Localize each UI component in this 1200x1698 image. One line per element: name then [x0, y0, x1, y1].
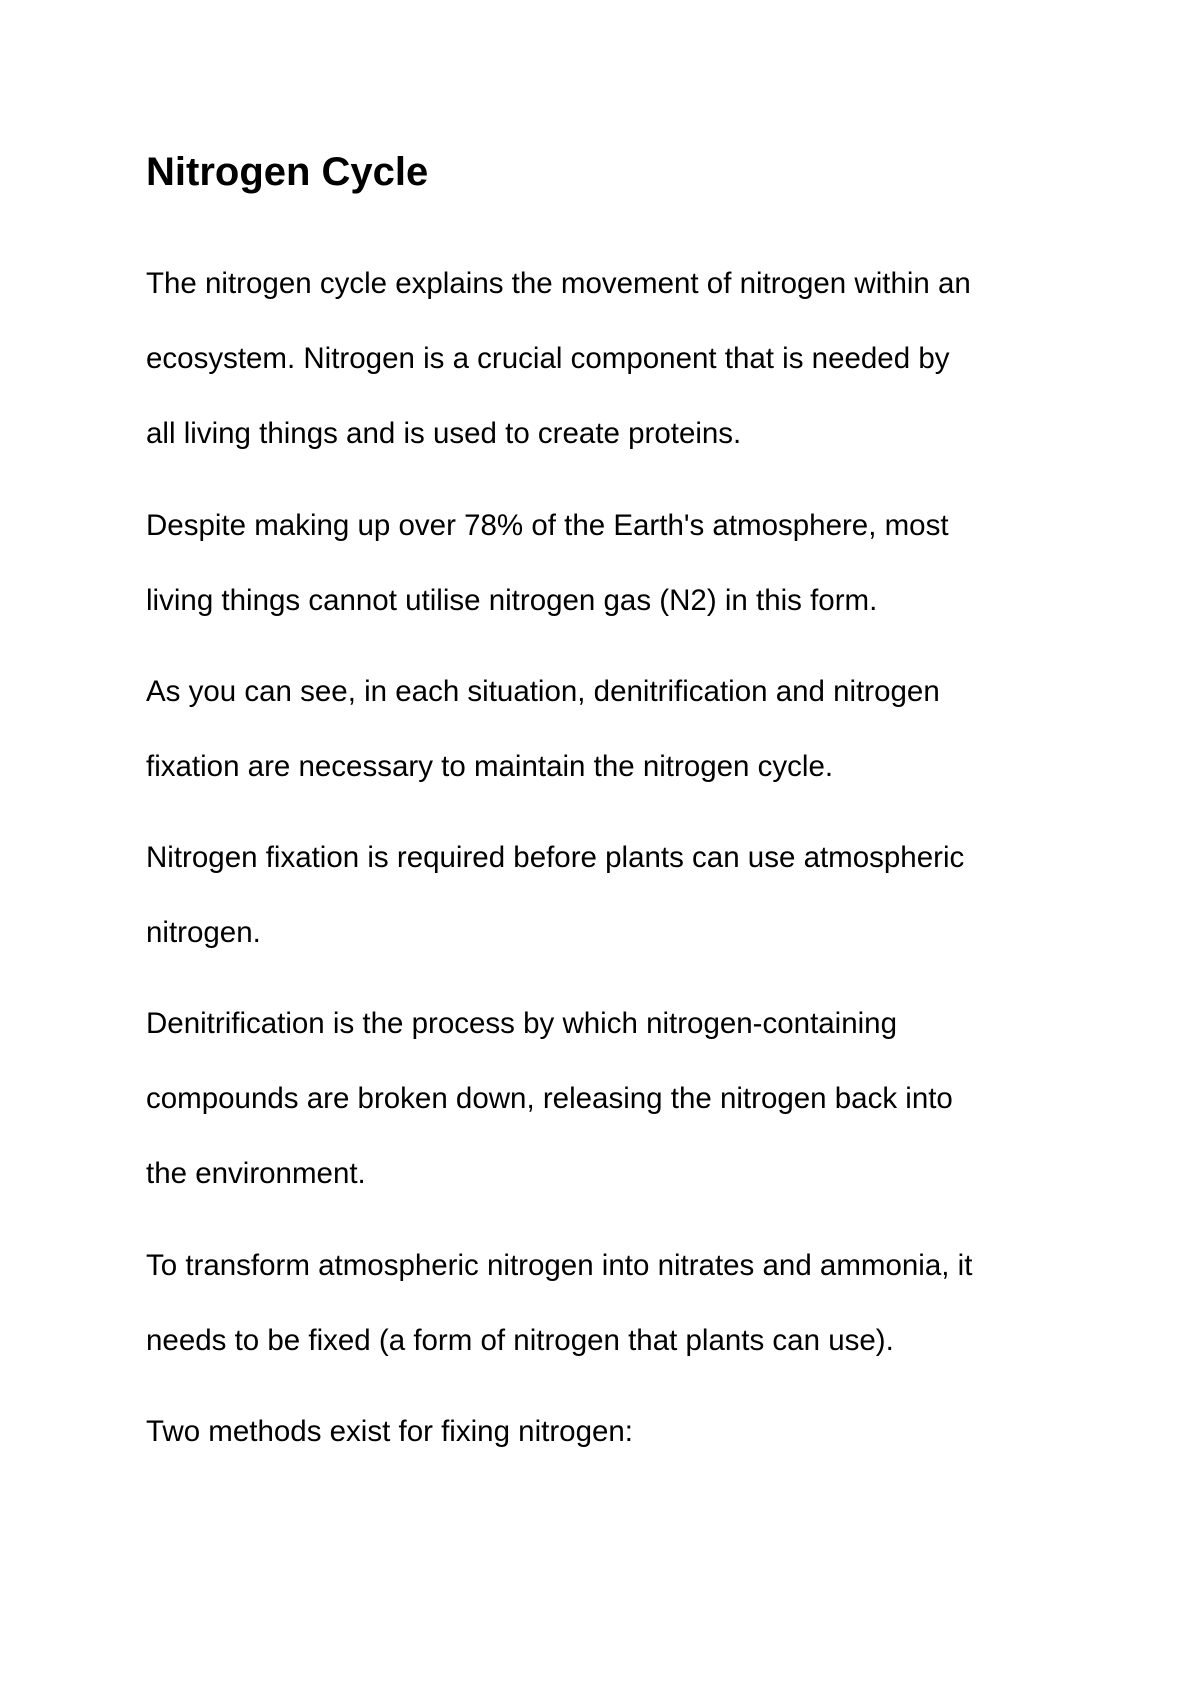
- paragraph-line: needs to be fixed (a form of nitrogen that plants can use).: [146, 1324, 894, 1357]
- paragraph-denitrification-fixation: [146, 654, 940, 804]
- paragraph-line: Despite making up over 78% of the Earth's atmosphere, most: [146, 509, 949, 542]
- page-title: Nitrogen Cycle: [146, 150, 429, 194]
- paragraph-methods: [146, 1394, 633, 1469]
- paragraph-atmosphere: [146, 488, 949, 638]
- paragraph-denitrification-definition: [146, 986, 953, 1211]
- paragraph-line: living things cannot utilise nitrogen gas (N2) in this form.: [146, 584, 878, 617]
- paragraph-line: compounds are broken down, releasing the nitrogen back into: [146, 1082, 953, 1115]
- paragraph-line: Denitrification is the process by which nitrogen-containing: [146, 1007, 897, 1040]
- paragraph-line: the environment.: [146, 1157, 366, 1190]
- paragraph-line: fixation are necessary to maintain the nitrogen cycle.: [146, 750, 834, 783]
- paragraph-intro: [146, 246, 971, 471]
- paragraph-line: As you can see, in each situation, denitrification and nitrogen: [146, 675, 940, 708]
- paragraph-line: Two methods exist for fixing nitrogen:: [146, 1415, 633, 1448]
- paragraph-line: Nitrogen fixation is required before plants can use atmospheric: [146, 841, 965, 874]
- paragraph-line: all living things and is used to create proteins.: [146, 417, 742, 450]
- paragraph-fixation-required: [146, 820, 964, 970]
- paragraph-line: To transform atmospheric nitrogen into nitrates and ammonia, it: [146, 1249, 973, 1282]
- paragraph-line: ecosystem. Nitrogen is a crucial component that is needed by: [146, 342, 950, 375]
- paragraph-line: nitrogen.: [146, 916, 261, 949]
- paragraph-line: The nitrogen cycle explains the movement of nitrogen within an: [146, 267, 971, 300]
- paragraph-transform: [146, 1228, 972, 1378]
